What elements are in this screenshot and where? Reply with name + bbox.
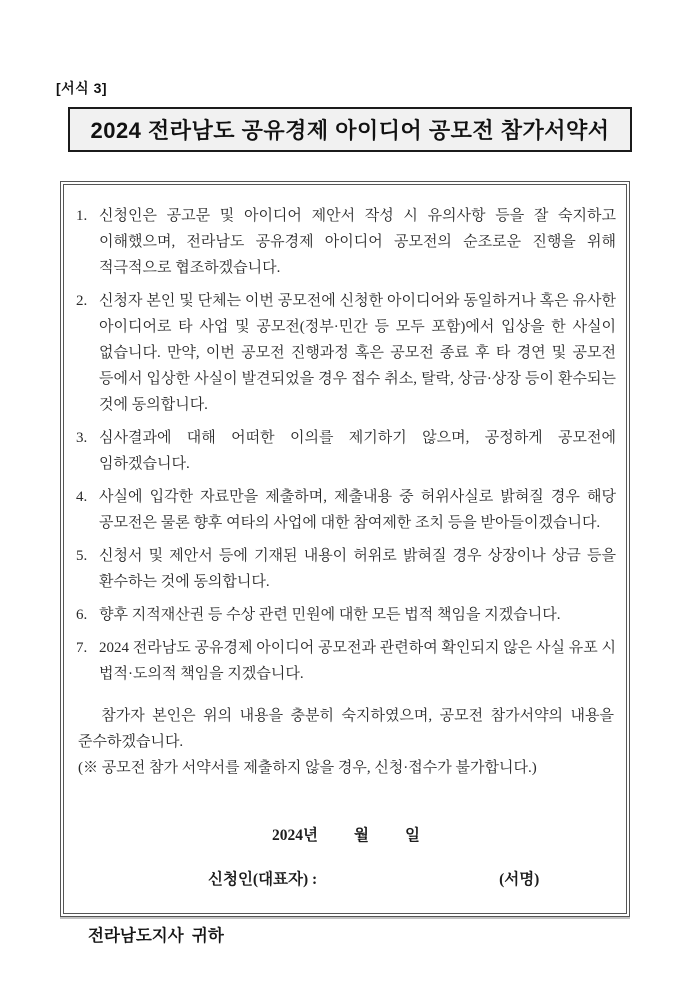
pledge-item <box>76 203 616 281</box>
pledge-item-number: 4. <box>76 489 88 505</box>
pledge-item-text: 신청자 본인 및 단체는 이번 공모전에 신청한 아이디어와 동일하거나 혹은 유사한 아이디어로 타 사업 및 공모전(정부·민간 등 모두 포함)에서 입상을 한 사실이 없습니다. 만약, 이번 공모전 진행과정 혹은 공모전 종료 후 타 경연 및 공모전 등에서 입상한 사실이 발견되었을 경우 접수 취소, 탈락, 상금·상장 등이 환수되는 것에 동의합니다. <box>99 293 616 413</box>
pledge-item-text: 신청인은 공고문 및 아이디어 제안서 작성 시 유의사항 등을 잘 숙지하고 이해했으며, 전라남도 공유경제 아이디어 공모전의 순조로운 진행을 위해 적극적으로 협조하겠습니다. <box>99 208 616 276</box>
pledge-item-text: 향후 지적재산권 등 수상 관련 민원에 대한 모든 법적 책임을 지겠습니다. <box>99 607 561 623</box>
pledge-item-number: 7. <box>76 640 88 656</box>
pledge-item <box>76 288 616 418</box>
date-line <box>76 823 616 845</box>
pledge-item-text: 심사결과에 대해 어떠한 이의를 제기하기 않으며, 공정하게 공모전에 임하겠습니다. <box>99 430 616 472</box>
pledge-item <box>76 543 616 595</box>
pledge-item-text: 2024 전라남도 공유경제 아이디어 공모전과 관련하여 확인되지 않은 사실 유포 시 법적·도의적 책임을 지겠습니다. <box>99 640 616 682</box>
pledge-item-number: 1. <box>76 208 88 224</box>
title-box <box>68 107 632 152</box>
pledge-item <box>76 484 616 536</box>
pledge-item-number: 5. <box>76 548 88 564</box>
form-number-label: [서식 3] <box>56 80 108 96</box>
signer-line <box>76 867 616 889</box>
pledge-item <box>76 602 616 628</box>
submission-note: (※ 공모전 참가 서약서를 제출하지 않을 경우, 신청·접수가 불가합니다.) <box>78 760 537 776</box>
signature-label: (서명) <box>499 871 540 888</box>
pledge-item-number: 2. <box>76 293 88 309</box>
pledge-item-text: 신청서 및 제안서 등에 기재된 내용이 허위로 밝혀질 경우 상장이나 상금 등을 환수하는 것에 동의합니다. <box>99 548 616 590</box>
pledge-item <box>76 425 616 477</box>
pledge-item-text: 사실에 입각한 자료만을 제출하며, 제출내용 중 허위사실로 밝혀질 경우 해당 공모전은 물론 향후 여타의 사업에 대한 참여제한 조치 등을 받아들이겠습니다. <box>99 489 616 531</box>
recipient-line: 전라남도지사 귀하 <box>88 926 224 945</box>
pledge-box <box>60 181 630 945</box>
closing-statement: 참가자 본인은 위의 내용을 충분히 숙지하였으며, 공모전 참가서약의 내용을 준수하겠습니다. <box>78 708 614 750</box>
page-title: 2024 전라남도 공유경제 아이디어 공모전 참가서약서 <box>90 118 610 143</box>
pledge-item <box>76 635 616 687</box>
pledge-item-number: 3. <box>76 430 88 446</box>
pledge-item-number: 6. <box>76 607 88 623</box>
pledge-items <box>76 203 616 687</box>
date-year: 2024년 <box>272 827 318 844</box>
date-month: 월 <box>354 827 369 844</box>
date-day: 일 <box>404 827 420 844</box>
applicant-label: 신청인(대표자) : <box>208 871 318 888</box>
